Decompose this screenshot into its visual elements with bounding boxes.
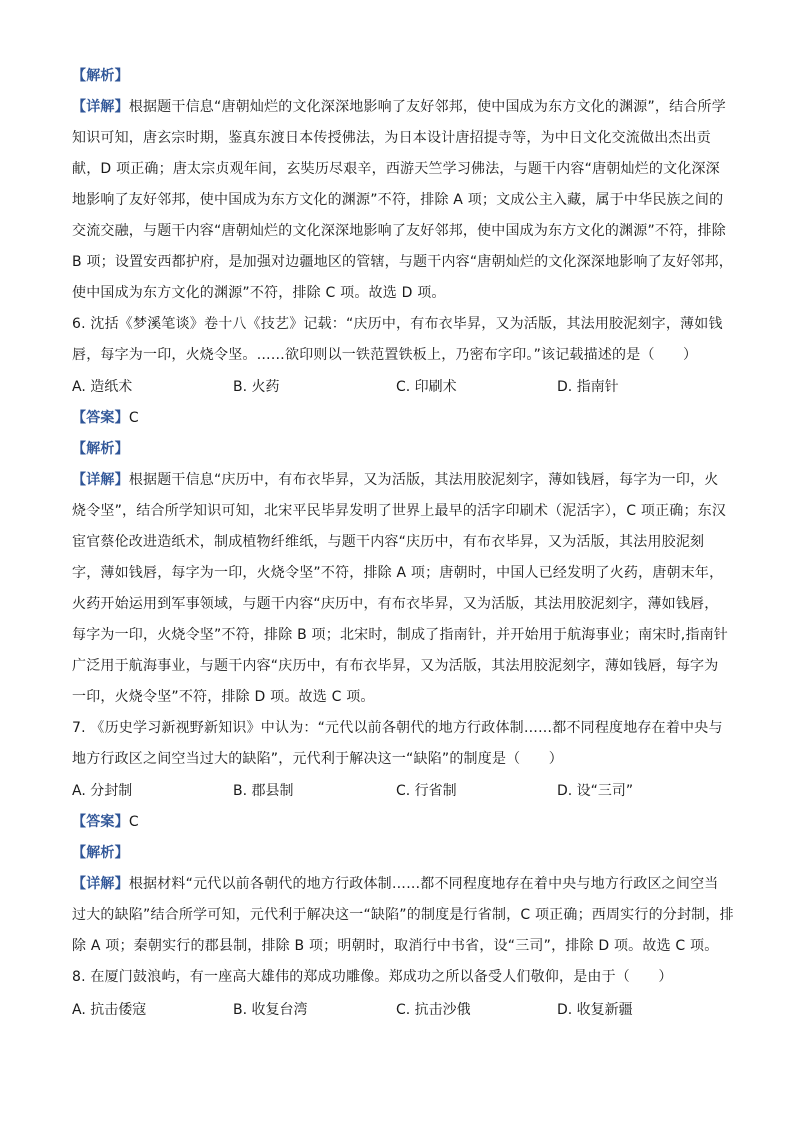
question-7-line-2: 地方行政区之间空当过大的缺陷”，元代利于解决这一“缺陷”的制度是（ ） xyxy=(72,751,563,767)
detail-line-q5-6: B 项；设置安西都护府，是加强对边疆地区的管辖，与题干内容“唐朝灿烂的文化深深地影响了友好邻邦， xyxy=(72,254,733,270)
q7-option-c: C. 行省制 xyxy=(396,783,457,799)
detail-line-q6-2: 烧令坚”，结合所学知识可知，北宋平民毕昇发明了世界上最早的活字印刷术（泥活字），C 项正确；东汉 xyxy=(72,503,727,519)
detail-line-q7-1: 【详解】根据材料“元代以前各朝代的地方行政体制……都不同程度地存在着中央与地方行政区之间空当 xyxy=(72,876,719,892)
detail-line-q5-4: 地影响了友好邻邦，使中国成为东方文化的渊源”不符，排除 A 项；文成公主入藏，属于中华民族之间的 xyxy=(72,192,724,208)
q7-option-d: D. 设“三司” xyxy=(557,783,634,799)
detail-label-q5: 【详解】 xyxy=(72,99,129,115)
detail-line-q6-6: 每字为一印，火烧令坚”不符，排除 B 项；北宋时，制成了指南针，并开始用于航海事业；南宋时,指南针 xyxy=(72,627,729,643)
detail-line-q6-3: 宦官蔡伦改进造纸术，制成植物纤维纸，与题干内容“庆历中，有布衣毕昇，又为活版，其法用胶泥刻 xyxy=(72,534,705,550)
detail-line-q5-1: 【详解】根据题干信息“唐朝灿烂的文化深深地影响了友好邻邦，使中国成为东方文化的渊源”，结合所学 xyxy=(72,99,726,115)
question-6-line-1: 6. 沈括《梦溪笔谈》卷十八《技艺》记载：“庆历中，有布衣毕昇，又为活版，其法用胶泥刻字，薄如钱 xyxy=(72,316,723,332)
analysis-label-q6: 【解析】 xyxy=(72,441,129,457)
detail-line-q7-2: 过大的缺陷”结合所学可知，元代利于解决这一“缺陷”的制度是行省制，C 项正确；西周实行的分封制，排 xyxy=(72,907,734,923)
q8-option-d: D. 收复新疆 xyxy=(557,1002,633,1018)
detail-line-q5-2: 知识可知，唐玄宗时期，鉴真东渡日本传授佛法，为日本设计唐招提寺等，为中日文化交流做出杰出贡 xyxy=(72,130,711,146)
detail-label-q6: 【详解】 xyxy=(72,472,129,488)
detail-line-q5-7: 使中国成为东方文化的渊源”不符，排除 C 项。故选 D 项。 xyxy=(72,285,446,301)
detail-line-q6-5: 火药开始运用到军事领域，与题干内容“庆历中，有布衣毕昇，又为活版，其法用胶泥刻字，薄如钱唇， xyxy=(72,596,719,612)
detail-label-q7: 【详解】 xyxy=(72,876,129,892)
answer-label-q6: 【答案】 xyxy=(72,410,129,426)
answer-label-q7: 【答案】 xyxy=(72,814,129,830)
q7-option-a: A. 分封制 xyxy=(72,783,133,799)
q7-option-b: B. 郡县制 xyxy=(233,783,294,799)
detail-line-q6-8: 一印，火烧令坚”不符，排除 D 项。故选 C 项。 xyxy=(72,689,375,705)
q6-option-a: A. 造纸术 xyxy=(72,379,133,395)
answer-value-q7: C xyxy=(128,814,139,830)
q8-option-c: C. 抗击沙俄 xyxy=(396,1002,471,1018)
detail-line-q5-3: 献，D 项正确；唐太宗贞观年间，玄奘历尽艰辛，西游天竺学习佛法，与题干内容“唐朝灿烂的文化深深 xyxy=(72,161,720,177)
q6-option-c: C. 印刷术 xyxy=(396,379,457,395)
answer-value-q6: C xyxy=(128,410,139,426)
q8-option-a: A. 抗击倭寇 xyxy=(72,1002,147,1018)
question-6-line-2: 唇，每字为一印，火烧令坚。……欲印则以一铁范置铁板上，乃密布字印。”该记载描述的是（ ） xyxy=(72,347,698,363)
q6-option-d: D. 指南针 xyxy=(557,379,619,395)
question-8-line-1: 8. 在厦门鼓浪屿，有一座高大雄伟的郑成功雕像。郑成功之所以备受人们敬仰，是由于（ ） xyxy=(72,969,673,985)
detail-line-q6-7: 广泛用于航海事业，与题干内容“庆历中，有布衣毕昇，又为活版，其法用胶泥刻字，薄如钱唇，每字为 xyxy=(72,658,719,674)
question-7-line-1: 7. 《历史学习新视野新知识》中认为：“元代以前各朝代的地方行政体制……都不同程度地存在着中央与 xyxy=(72,720,723,736)
q6-option-b: B. 火药 xyxy=(233,379,280,395)
detail-line-q7-3: 除 A 项；秦朝实行的郡县制，排除 B 项；明朝时，取消行中书省，设“三司”，排除 D 项。故选 C 项。 xyxy=(72,938,719,954)
answer-line-q6 xyxy=(72,408,139,428)
detail-line-q6-4: 字，薄如钱唇，每字为一印，火烧令坚”不符，排除 A 项；唐朝时，中国人已经发明了火药，唐朝末年， xyxy=(72,565,724,581)
q8-option-b: B. 收复台湾 xyxy=(233,1002,308,1018)
detail-line-q5-5: 交流交融，与题干内容“唐朝灿烂的文化深深地影响了友好邻邦，使中国成为东方文化的渊源”不符，排除 xyxy=(72,223,726,239)
answer-line-q7 xyxy=(72,812,139,832)
analysis-label-q5: 【解析】 xyxy=(72,68,129,84)
detail-line-q6-1: 【详解】根据题干信息“庆历中，有布衣毕昇，又为活版，其法用胶泥刻字，薄如钱唇，每字为一印，火 xyxy=(72,472,719,488)
analysis-label-q7: 【解析】 xyxy=(72,845,129,861)
